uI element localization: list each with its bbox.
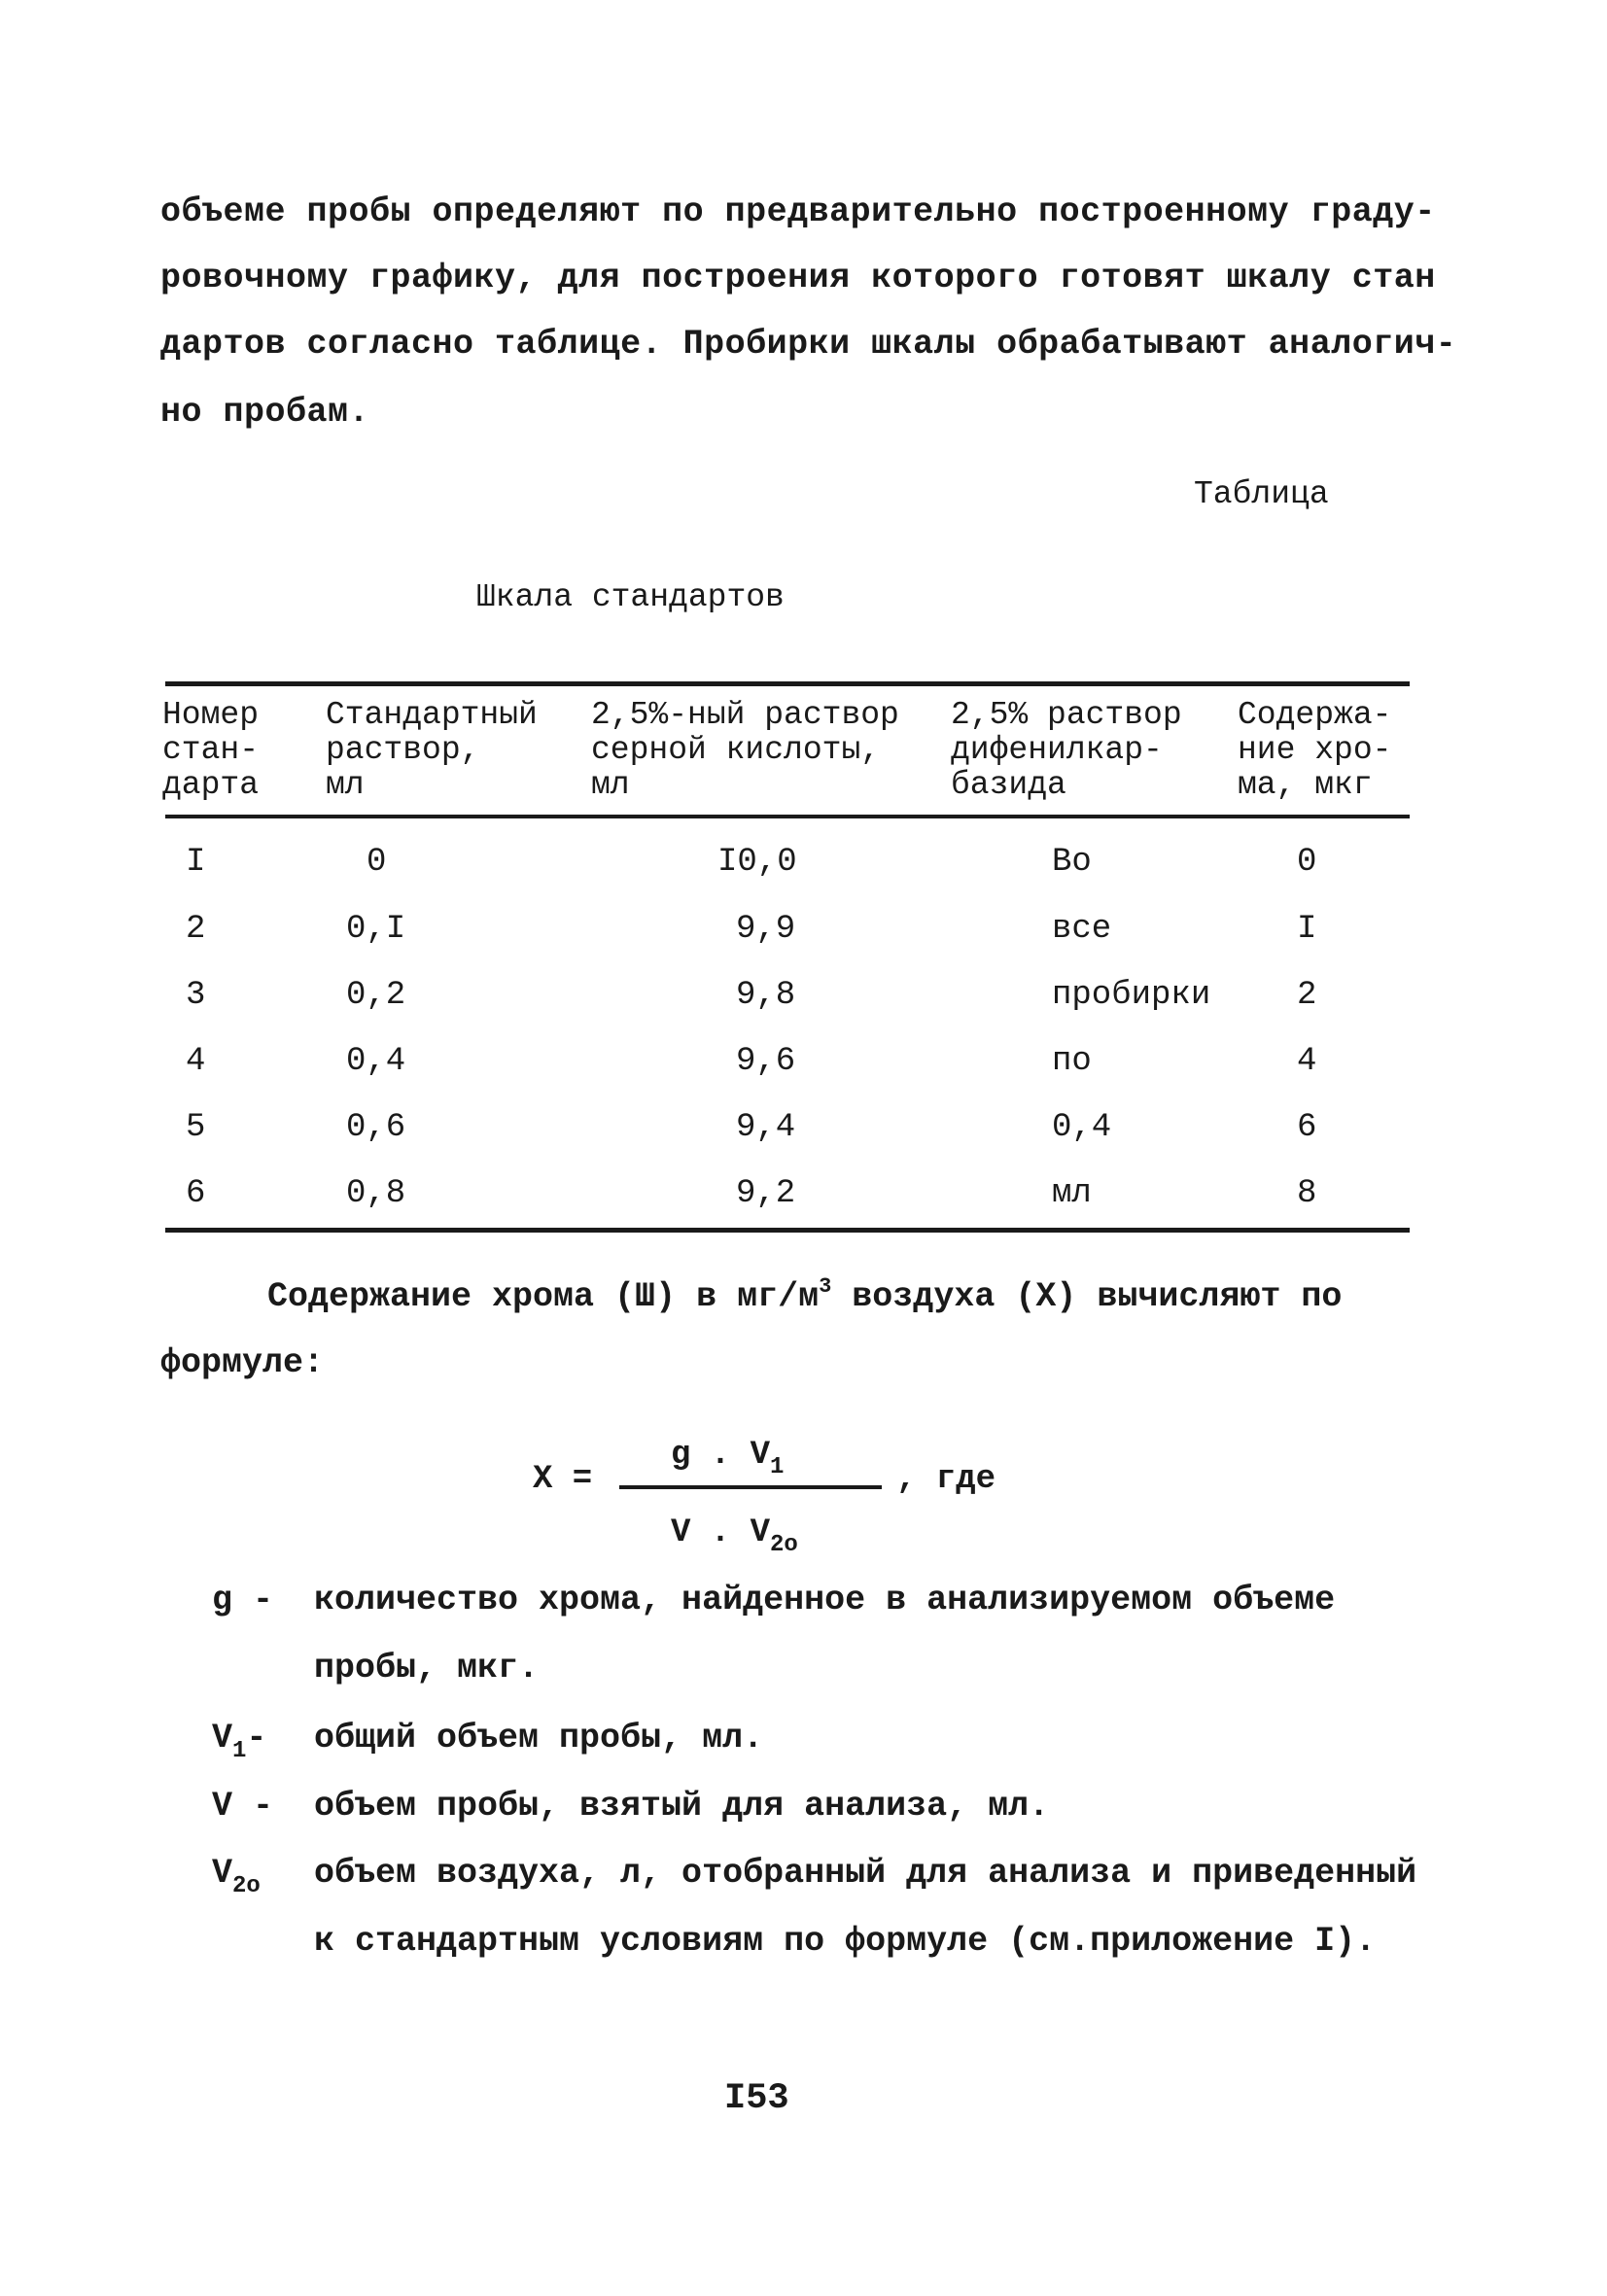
table-bottom-rule: [165, 1228, 1410, 1233]
cell-carbazide: по: [1052, 1043, 1092, 1080]
cell-standard: 0,2: [346, 977, 406, 1014]
cell-number: 4: [186, 1043, 206, 1080]
content-sentence-line-2: формуле:: [160, 1343, 325, 1382]
formula-numerator-subscript: 1: [770, 1454, 785, 1480]
intro-line-3: дартов согласно таблице. Пробирки шкалы обрабатывают аналогич-: [160, 325, 1457, 364]
table-header-diphenylcarbazide: 2,5% раствор дифенилкар- базида: [951, 697, 1182, 803]
definition-symbol-v1: [212, 1719, 266, 1764]
table-title: Шкала стандартов: [476, 579, 785, 615]
def-symbol: g: [212, 1581, 233, 1619]
cell-acid: 9,9: [736, 911, 796, 948]
cell-standard: 0: [367, 844, 387, 881]
table-top-rule: [165, 681, 1410, 686]
def-symbol: V: [212, 1719, 233, 1757]
fraction-bar: [619, 1485, 882, 1489]
cell-carbazide: Во: [1052, 844, 1092, 881]
cell-carbazide: все: [1052, 911, 1112, 948]
table-header-sulfuric-acid: 2,5%-ный раствор серной кислоты, мл: [591, 697, 899, 803]
def-dash: -: [246, 1719, 267, 1757]
intro-line-4: но пробам.: [160, 393, 370, 432]
cell-chromium: I: [1297, 911, 1317, 948]
cell-chromium: 8: [1297, 1175, 1317, 1212]
content-sentence-part2: воздуха (Х) вычисляют по: [831, 1277, 1343, 1316]
content-sentence-part1: Содержание хрома (Ш) в мг/м: [267, 1277, 820, 1316]
intro-line-1: объеме пробы определяют по предварительно построенному граду-: [160, 192, 1436, 231]
definition-g-line-1: количество хрома, найденное в анализируемом объеме: [314, 1581, 1336, 1619]
cell-acid: 9,8: [736, 977, 796, 1014]
cell-acid: 9,2: [736, 1175, 796, 1212]
cell-acid: I0,0: [717, 844, 797, 881]
cell-standard: 0,8: [346, 1175, 406, 1212]
cell-chromium: 0: [1297, 844, 1317, 881]
definition-v20-line-1: объем воздуха, л, отобранный для анализа и приведенный: [314, 1854, 1417, 1893]
intro-line-2: ровочному графику, для построения которого готовят шкалу стан: [160, 259, 1436, 297]
cell-acid: 9,6: [736, 1043, 796, 1080]
table-label: Таблица: [1194, 476, 1329, 512]
formula-denominator: [671, 1514, 798, 1558]
table-header-standard-solution: Стандартный раствор, мл: [326, 697, 538, 803]
cell-standard: 0,6: [346, 1109, 406, 1146]
cell-number: 6: [186, 1175, 206, 1212]
cell-carbazide: 0,4: [1052, 1109, 1112, 1146]
content-sentence: [267, 1274, 1342, 1316]
def-symbol: V: [212, 1854, 233, 1893]
cell-number: 3: [186, 977, 206, 1014]
formula-numerator-text: g . V: [671, 1437, 771, 1474]
cell-number: 5: [186, 1109, 206, 1146]
unit-superscript: 3: [819, 1274, 832, 1299]
page-number: I53: [724, 2078, 789, 2119]
definition-g-line-2: пробы, мкг.: [314, 1649, 540, 1687]
formula-where: , где: [896, 1461, 996, 1498]
table-header-number: Номер стан- дарта: [162, 697, 260, 803]
formula-lhs: Х =: [533, 1461, 593, 1498]
def-symbol: V: [212, 1787, 233, 1826]
cell-chromium: 2: [1297, 977, 1317, 1014]
cell-chromium: 4: [1297, 1043, 1317, 1080]
cell-standard: 0,4: [346, 1043, 406, 1080]
definition-v20-line-2: к стандартным условиям по формуле (см.приложение I).: [314, 1922, 1377, 1961]
definition-symbol-g: [212, 1581, 273, 1619]
def-dash: -: [232, 1787, 274, 1826]
cell-carbazide: мл: [1052, 1175, 1092, 1212]
cell-acid: 9,4: [736, 1109, 796, 1146]
table-header-chromium-content: Содержа- ние хро- ма, мкг: [1238, 697, 1392, 803]
definition-v-line-1: объем пробы, взятый для анализа, мл.: [314, 1787, 1050, 1826]
definition-symbol-v20: [212, 1854, 261, 1899]
definition-symbol-v: [212, 1787, 273, 1826]
table-header-rule: [165, 815, 1410, 818]
def-subscript: 2o: [232, 1873, 261, 1899]
def-subscript: 1: [232, 1738, 247, 1764]
cell-chromium: 6: [1297, 1109, 1317, 1146]
cell-standard: 0,I: [346, 911, 406, 948]
formula-numerator: [671, 1437, 784, 1480]
cell-number: I: [186, 844, 206, 881]
cell-number: 2: [186, 911, 206, 948]
cell-carbazide: пробирки: [1052, 977, 1211, 1014]
def-dash: -: [232, 1581, 274, 1619]
definition-v1-line-1: общий объем пробы, мл.: [314, 1719, 764, 1757]
formula-denominator-text: V . V: [671, 1514, 771, 1551]
formula-denominator-subscript: 2o: [770, 1532, 798, 1558]
